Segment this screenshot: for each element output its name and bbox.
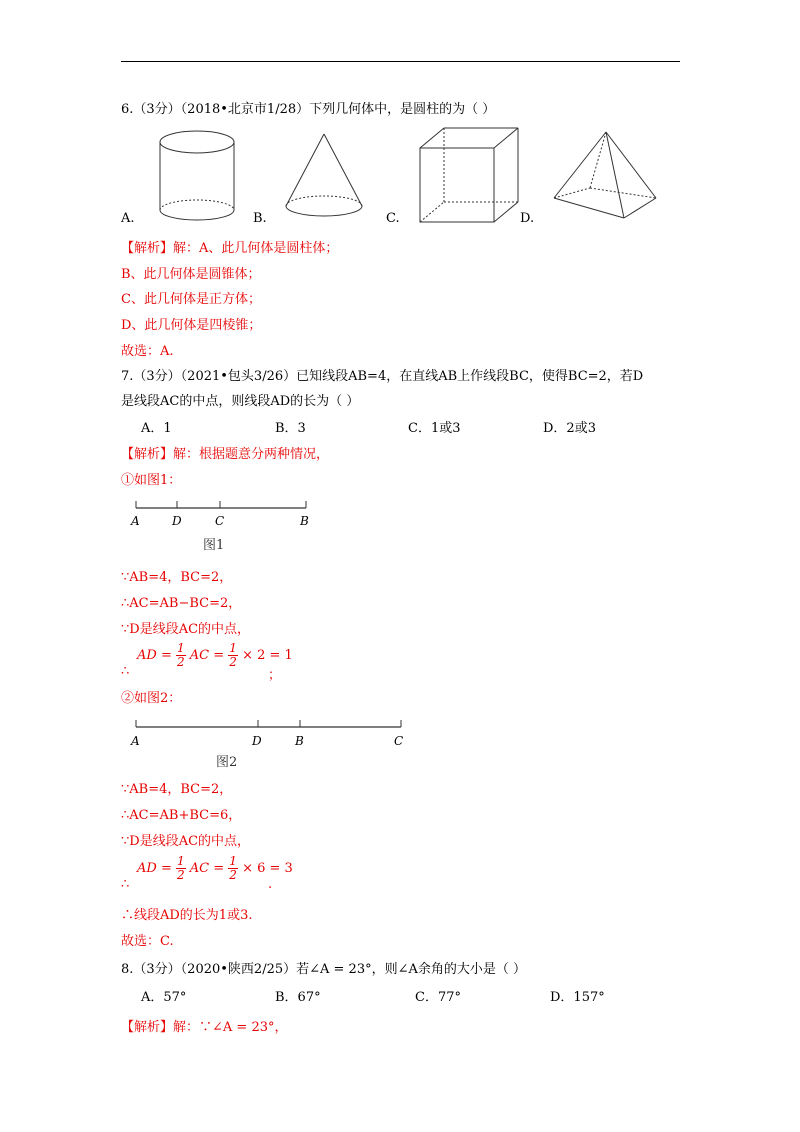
q7-answer: 故选：C. (121, 934, 174, 949)
q7-c2-line1: ∵AB=4，BC=2， (121, 782, 233, 797)
fig1-point-d: D (172, 514, 182, 528)
q7-option-a: A．1 (141, 421, 172, 436)
q7-c2-therefore: ∴ (121, 877, 130, 892)
cube-figure (420, 128, 518, 222)
fig1-point-a: A (131, 514, 140, 528)
q7-option-b: B．3 (275, 421, 306, 436)
q8-option-a: A．57° (141, 990, 187, 1005)
q6-label-a: A. (121, 211, 135, 226)
q7-c1-line2: ∴AC=AB−BC=2， (121, 596, 242, 611)
figure-1-segment (128, 496, 328, 530)
cone-figure (286, 134, 362, 216)
q6-figures (150, 126, 670, 226)
cylinder-figure (160, 131, 234, 220)
q7-c1-line1: ∵AB=4，BC=2， (121, 570, 233, 585)
q7-conclusion: ∴线段AD的长为1或3. (121, 908, 253, 923)
q7-c1-semicolon: ； (268, 668, 282, 683)
q6-analysis-2: B、此几何体是圆锥体； (121, 267, 261, 282)
fig1-point-c: C (215, 514, 225, 528)
q7-c1-formula: AD = $\frac{1}{2}$ AC = $\frac{1}{2}$ × 2 = 1 (137, 641, 293, 669)
q6-answer: 故选：A. (121, 344, 174, 359)
q7-c1-line3: ∵D是线段AC的中点， (121, 622, 251, 637)
q7-analysis-head: 【解析】解：根据题意分两种情况， (121, 447, 330, 462)
q7-c2-formula: AD = $\frac{1}{2}$ AC = $\frac{1}{2}$ × 6 = 3 (137, 854, 293, 882)
q8-option-d: D．157° (550, 990, 605, 1005)
q7-c2-line2: ∴AC=AB+BC=6， (121, 808, 242, 823)
q6-label-d: D. (520, 211, 535, 226)
q6-analysis-1: 【解析】解：A、此几何体是圆柱体； (121, 241, 339, 256)
q7-option-d: D．2或3 (543, 421, 596, 436)
q6-label-b: B. (253, 211, 267, 226)
fig2-point-b: B (295, 734, 304, 748)
q6-analysis-3: C、此几何体是正方体； (121, 292, 261, 307)
q8-stem: 8.（3分）（2020•陕西2/25）若∠A = 23°，则∠A余角的大小是（ ） (121, 962, 527, 977)
q8-analysis: 【解析】解：∵∠A = 23°， (121, 1020, 288, 1035)
q7-c2-period: . (268, 877, 273, 892)
q7-c2-line3: ∵D是线段AC的中点， (121, 834, 251, 849)
q7-stem-line1: 7.（3分）（2021•包头3/26）已知线段AB=4，在直线AB上作线段BC，使得BC=2，若D (121, 369, 644, 384)
fig2-point-a: A (131, 734, 140, 748)
q7-c1-therefore: ∴ (121, 664, 130, 679)
q6-analysis-4: D、此几何体是四棱锥； (121, 318, 262, 333)
q8-option-b: B．67° (275, 990, 321, 1005)
fig2-point-d: D (252, 734, 262, 748)
pyramid-figure (554, 132, 656, 218)
q7-case2: ②如图2： (121, 691, 182, 706)
q7-stem-line2: 是线段AC的中点，则线段AD的长为（ ） (121, 394, 360, 409)
fig1-caption: 图1 (203, 538, 225, 553)
q6-label-c: C. (386, 211, 400, 226)
q7-case1: ①如图1： (121, 473, 182, 488)
fig2-caption: 图2 (216, 755, 238, 770)
fig1-point-b: B (300, 514, 309, 528)
fig2-point-c: C (394, 734, 404, 748)
header-rule (121, 61, 680, 62)
figure-2-segment (128, 715, 418, 749)
q6-stem: 6.（3分）（2018•北京市1/28）下列几何体中，是圆柱的为（ ） (121, 102, 496, 117)
q7-option-c: C．1或3 (408, 421, 461, 436)
q8-option-c: C．77° (415, 990, 461, 1005)
